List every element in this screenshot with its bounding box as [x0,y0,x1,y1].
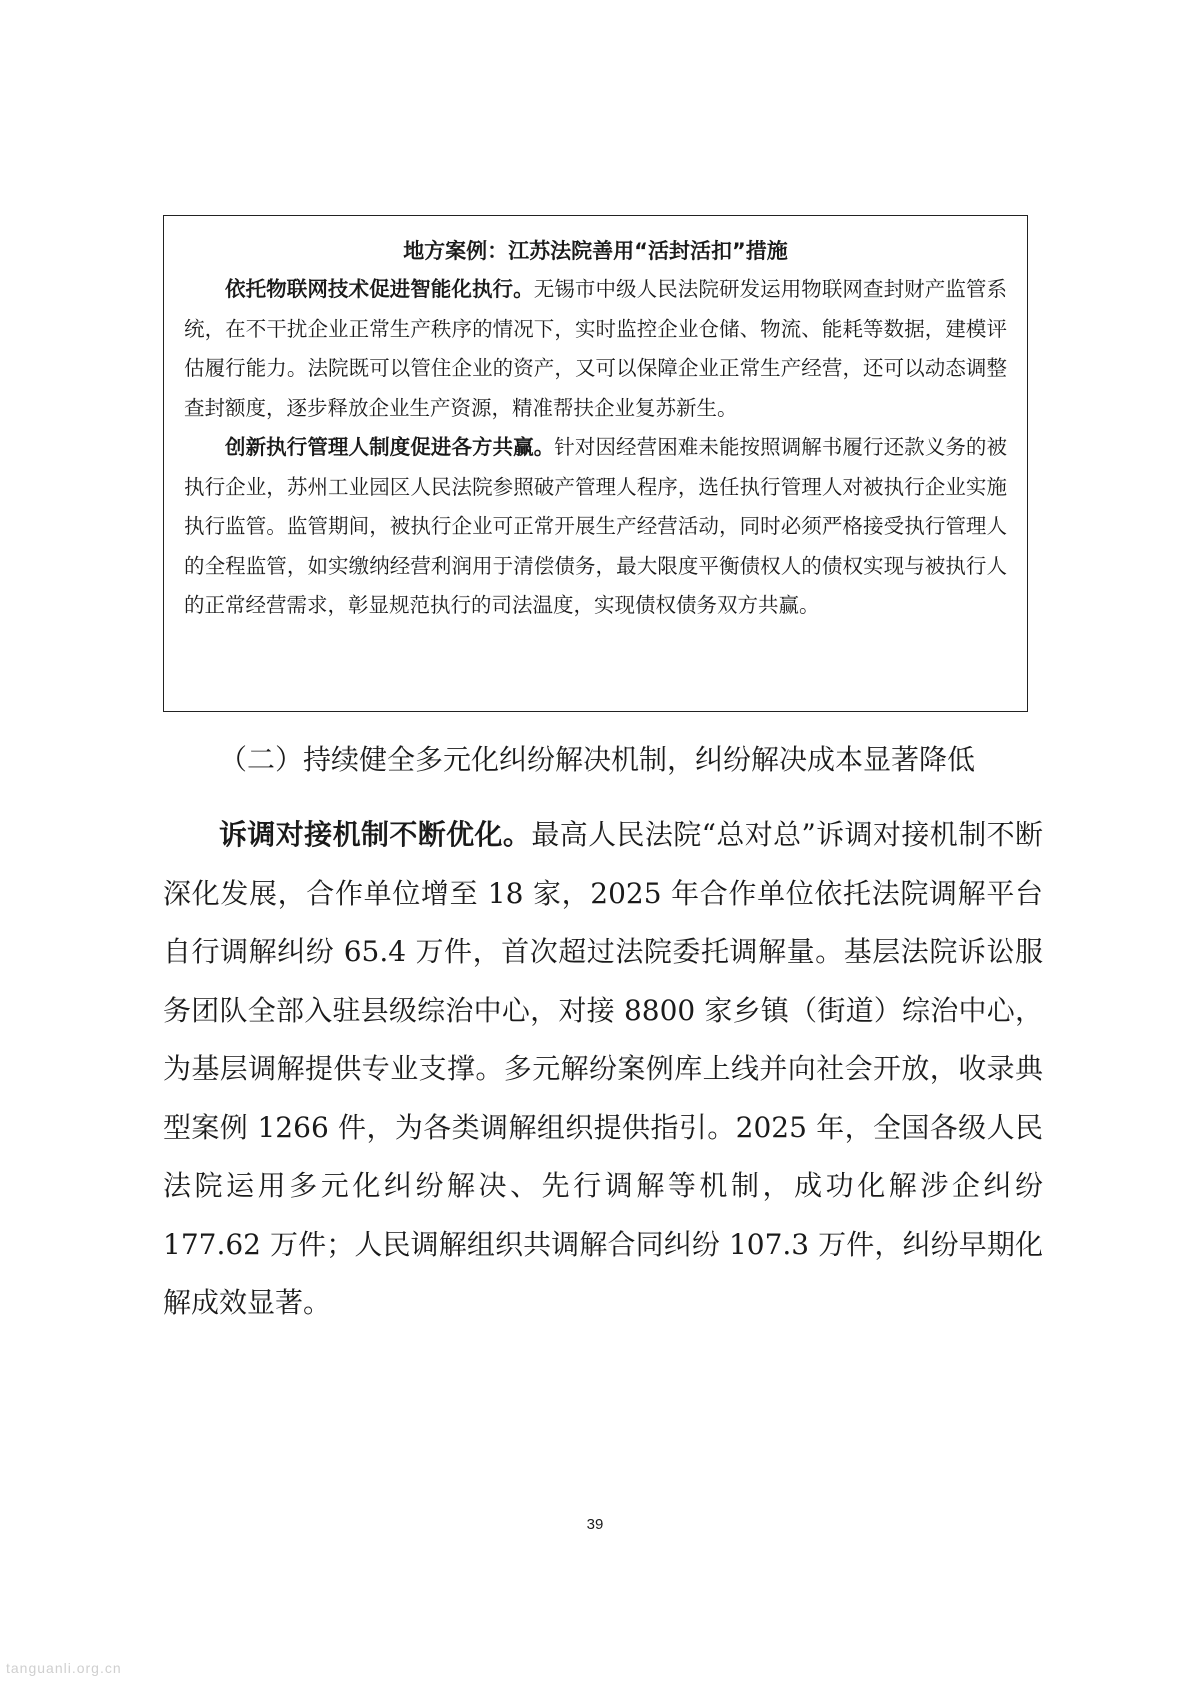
case-paragraph-manager [184,428,1007,626]
case-paragraph-lead: 创新执行管理人制度促进各方共赢。 [225,435,555,459]
case-box-title: 地方案例：江苏法院善用“活封活扣”措施 [403,239,788,263]
body-paragraph [163,806,1043,1333]
body-paragraph-lead: 诉调对接机制不断优化。 [219,818,532,851]
body-paragraph-text: 最高人民法院“总对总”诉调对接机制不断深化发展，合作单位增至 18 家，2025 年合作单位依托法院调解平台自行调解纠纷 65.4 万件，首次超过法院委托调解量。基层法院诉讼服务团队全部入驻县级综治中心，对接 8800 家乡镇（街道）综治中心，为基层调解提供专业支撑。多元解纷案例库上线并向社会开放，收录典型案例 1266 件，为各类调解组织提供指引。2025 年，全国各级人民法院运用多元化纠纷解决、先行调解等机制，成功化解涉企纠纷 177.62 万件；人民调解组织共调解合同纠纷 107.3 万件，纠纷早期化解成效显著。 [163,818,1043,1319]
page-number: 39 [586,1516,604,1533]
section-heading: （二）持续健全多元化纠纷解决机制，纠纷解决成本显著降低 [219,743,976,776]
case-paragraph-body: 无锡市中级人民法院研发运用物联网查封财产监管系统，在不干扰企业正常生产秩序的情况下，实时监控企业仓储、物流、能耗等数据，建模评估履行能力。法院既可以管住企业的资产，又可以保障企业正常生产经营，还可以动态调整查封额度，逐步释放企业生产资源，精准帮扶企业复苏新生。 [184,277,1008,420]
case-paragraph-body: 针对因经营困难未能按照调解书履行还款义务的被执行企业，苏州工业园区人民法院参照破产管理人程序，选任执行管理人对被执行企业实施执行监管。监管期间，被执行企业可正常开展生产经营活动，同时必须严格接受执行管理人的全程监管，如实缴纳经营利润用于清偿债务，最大限度平衡债权人的债权实现与被执行人的正常经营需求，彰显规范执行的司法温度，实现债权债务双方共赢。 [184,435,1007,617]
case-paragraph-iot [184,270,1007,428]
local-case-box [163,215,1028,712]
case-paragraph-lead: 依托物联网技术促进智能化执行。 [225,277,534,301]
watermark: tanguanli.org.cn [6,1660,122,1676]
